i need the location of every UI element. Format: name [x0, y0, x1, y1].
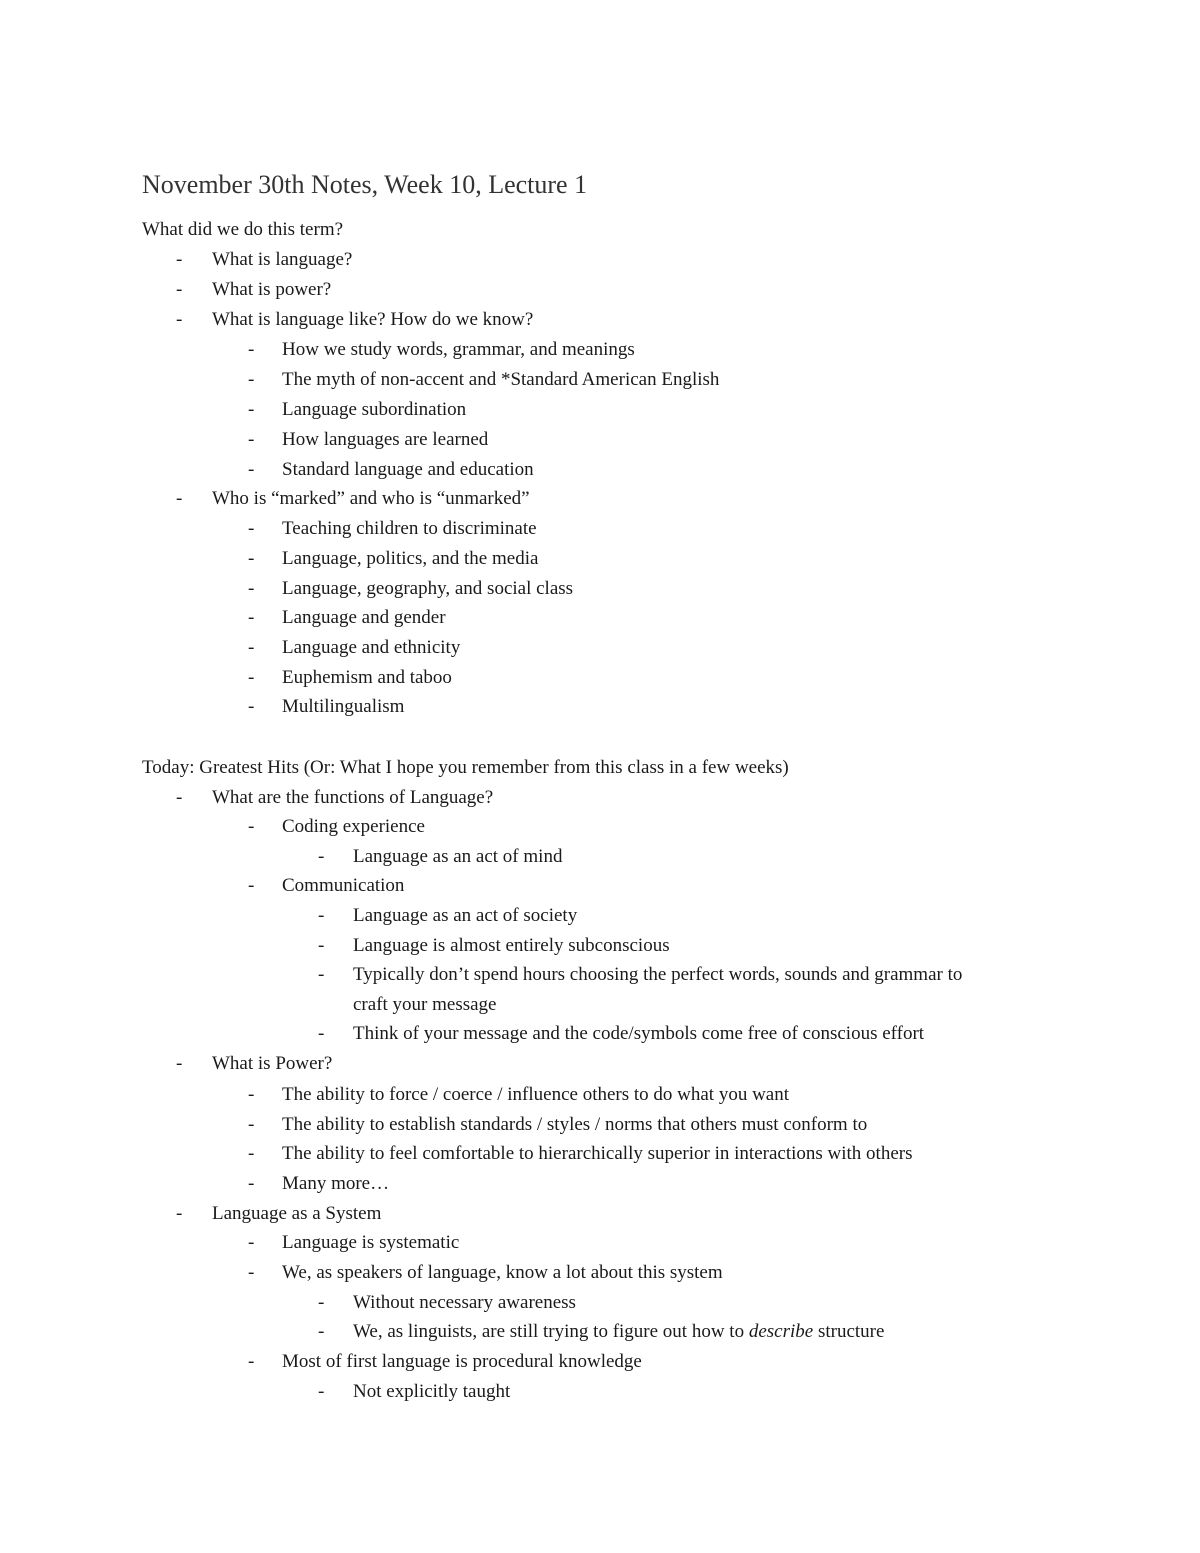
list-item-text: What are the functions of Language? — [212, 787, 494, 808]
list-item-text: Without necessary awareness — [353, 1292, 576, 1313]
bullet-dash: - — [248, 1351, 255, 1372]
bullet-dash: - — [176, 279, 183, 300]
bullet-dash: - — [248, 1143, 255, 1164]
list-item-text: Most of first language is procedural knowledge — [282, 1351, 642, 1372]
bullet-dash: - — [318, 905, 325, 926]
bullet-dash: - — [248, 1114, 255, 1135]
bullet-dash: - — [318, 1023, 325, 1044]
list-item-text: What is Power? — [212, 1053, 333, 1074]
list-item-text: Language and gender — [282, 607, 446, 628]
bullet-dash: - — [248, 816, 255, 837]
list-item-text: We, as speakers of language, know a lot about this system — [282, 1262, 723, 1283]
list-item-text: Language is almost entirely subconscious — [353, 935, 670, 956]
bullet-dash: - — [248, 696, 255, 717]
list-item-text: Language is systematic — [282, 1232, 460, 1253]
bullet-dash: - — [176, 488, 183, 509]
list-item-text: Who is “marked” and who is “unmarked” — [212, 488, 530, 509]
list-item-text: What is power? — [212, 279, 332, 300]
bullet-dash: - — [318, 935, 325, 956]
list-item-text: What is language? — [212, 249, 353, 270]
bullet-dash: - — [318, 964, 325, 985]
bullet-dash: - — [248, 459, 255, 480]
bullet-dash: - — [176, 309, 183, 330]
text-segment: structure — [813, 1321, 885, 1342]
list-item-text: How we study words, grammar, and meanings — [282, 339, 635, 360]
emphasized-word: describe — [748, 1321, 814, 1342]
list-item-text: The ability to force / coerce / influence others to do what you want — [282, 1084, 790, 1105]
list-item-continuation: craft your message — [353, 994, 497, 1015]
bullet-dash: - — [176, 249, 183, 270]
bullet-dash: - — [248, 667, 255, 688]
list-item-text: Standard language and education — [282, 459, 534, 480]
bullet-dash: - — [248, 548, 255, 569]
list-item-text: Language as an act of mind — [353, 846, 563, 867]
bullet-dash: - — [248, 518, 255, 539]
list-item-text: The myth of non-accent and *Standard American English — [282, 369, 720, 390]
bullet-dash: - — [318, 846, 325, 867]
bullet-dash: - — [248, 429, 255, 450]
bullet-dash: - — [248, 339, 255, 360]
list-item-text: Not explicitly taught — [353, 1381, 511, 1402]
bullet-dash: - — [248, 399, 255, 420]
bullet-dash: - — [248, 1262, 255, 1283]
list-item-text: The ability to feel comfortable to hierarchically superior in interactions with others — [282, 1143, 913, 1164]
list-item-text: Teaching children to discriminate — [282, 518, 537, 539]
section-heading-term-review: What did we do this term? — [142, 219, 344, 240]
bullet-dash: - — [318, 1321, 325, 1342]
list-item-text: Euphemism and taboo — [282, 667, 452, 688]
bullet-dash: - — [176, 787, 183, 808]
list-item-text: Language, geography, and social class — [282, 578, 574, 599]
list-item-text: Language subordination — [282, 399, 467, 420]
bullet-dash: - — [248, 1232, 255, 1253]
list-item-text: What is language like? How do we know? — [212, 309, 534, 330]
list-item-text: How languages are learned — [282, 429, 489, 450]
bullet-dash: - — [176, 1053, 183, 1074]
list-item-text: Communication — [282, 875, 405, 896]
bullet-dash: - — [248, 1173, 255, 1194]
list-item-text — [353, 1320, 884, 1344]
list-item-text: Language and ethnicity — [282, 637, 461, 658]
list-item-text: Typically don’t spend hours choosing the perfect words, sounds and grammar to — [353, 964, 963, 985]
list-item-text: The ability to establish standards / styles / norms that others must conform to — [282, 1114, 868, 1135]
list-item-text: Multilingualism — [282, 696, 405, 717]
bullet-dash: - — [248, 369, 255, 390]
bullet-dash: - — [248, 637, 255, 658]
bullet-dash: - — [318, 1381, 325, 1402]
bullet-dash: - — [176, 1203, 183, 1224]
page-title: November 30th Notes, Week 10, Lecture 1 — [142, 170, 588, 199]
list-item-text: Many more… — [282, 1173, 390, 1194]
bullet-dash: - — [248, 1084, 255, 1105]
list-item-text: Language, politics, and the media — [282, 548, 539, 569]
bullet-dash: - — [248, 607, 255, 628]
section-heading-greatest-hits: Today: Greatest Hits (Or: What I hope you remember from this class in a few weeks) — [142, 757, 789, 778]
text-segment: We, as linguists, are still trying to figure out how to — [353, 1321, 749, 1342]
bullet-dash: - — [318, 1292, 325, 1313]
list-item-text: Coding experience — [282, 816, 425, 837]
list-item-text: Language as an act of society — [353, 905, 578, 926]
list-item-text: Language as a System — [212, 1203, 382, 1224]
bullet-dash: - — [248, 578, 255, 599]
list-item-text: Think of your message and the code/symbols come free of conscious effort — [353, 1023, 925, 1044]
bullet-dash: - — [248, 875, 255, 896]
